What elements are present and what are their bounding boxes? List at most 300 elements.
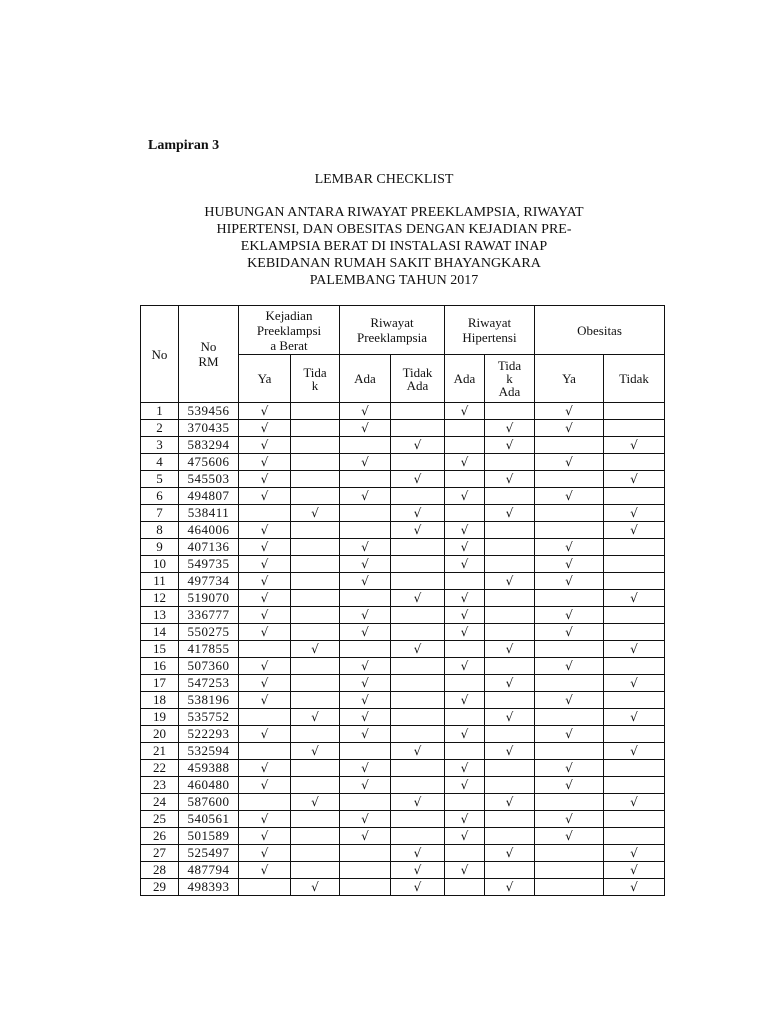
- subheader-tidak: [604, 355, 665, 403]
- check-cell: [445, 777, 485, 794]
- check-cell: [604, 845, 665, 862]
- check-cell: [445, 845, 485, 862]
- medical-record-number: 417855: [179, 641, 239, 658]
- table-row: [141, 709, 665, 726]
- check-cell: [391, 709, 445, 726]
- check-mark: √: [505, 421, 514, 435]
- check-cell: [239, 403, 291, 420]
- check-mark: √: [630, 591, 638, 605]
- header-line: Obesitas: [577, 322, 622, 338]
- check-cell: [445, 709, 485, 726]
- check-cell: [445, 828, 485, 845]
- check-cell: [445, 658, 485, 675]
- table-row: [141, 777, 665, 794]
- check-mark: √: [565, 727, 573, 741]
- check-cell: [239, 862, 291, 879]
- check-mark: √: [630, 523, 638, 537]
- check-cell: [604, 811, 665, 828]
- header-line: Ada: [498, 384, 521, 399]
- check-cell: [391, 454, 445, 471]
- check-cell: [445, 590, 485, 607]
- check-mark: √: [505, 744, 514, 758]
- check-cell: [485, 675, 535, 692]
- check-cell: [535, 811, 604, 828]
- check-mark: √: [260, 625, 269, 639]
- header-line: k: [506, 371, 513, 386]
- check-mark: √: [260, 591, 269, 605]
- header-kejadian-peb: [239, 306, 340, 355]
- table-row: [141, 743, 665, 760]
- check-cell: [340, 862, 391, 879]
- check-mark: √: [413, 438, 422, 452]
- check-mark: √: [311, 744, 319, 758]
- table-row: [141, 403, 665, 420]
- check-mark: √: [260, 693, 269, 707]
- check-cell: [391, 590, 445, 607]
- check-mark: √: [413, 591, 422, 605]
- check-cell: [604, 828, 665, 845]
- table-row: [141, 488, 665, 505]
- check-cell: [445, 505, 485, 522]
- subheader-ada: [340, 355, 391, 403]
- check-mark: √: [565, 540, 573, 554]
- check-mark: √: [630, 710, 638, 724]
- check-mark: √: [565, 404, 573, 418]
- check-cell: [535, 522, 604, 539]
- medical-record-number: 538411: [179, 505, 239, 522]
- check-cell: [239, 879, 291, 896]
- check-cell: [340, 692, 391, 709]
- check-cell: [291, 471, 340, 488]
- check-mark: √: [460, 591, 469, 605]
- header-line: Ya: [562, 371, 576, 386]
- check-mark: √: [260, 455, 269, 469]
- row-number: 16: [141, 658, 179, 675]
- table-row: [141, 828, 665, 845]
- check-cell: [291, 726, 340, 743]
- check-mark: √: [565, 778, 573, 792]
- check-cell: [604, 692, 665, 709]
- header-line: Ya: [257, 371, 272, 386]
- check-cell: [535, 454, 604, 471]
- check-cell: [604, 607, 665, 624]
- check-mark: √: [460, 404, 469, 418]
- check-cell: [535, 743, 604, 760]
- check-mark: √: [260, 863, 269, 877]
- checklist-body: [141, 403, 665, 896]
- check-cell: [239, 539, 291, 556]
- check-cell: [239, 454, 291, 471]
- check-mark: √: [260, 489, 269, 503]
- check-cell: [535, 488, 604, 505]
- check-cell: [340, 743, 391, 760]
- table-row: [141, 879, 665, 896]
- row-number: 27: [141, 845, 179, 862]
- check-cell: [604, 539, 665, 556]
- check-cell: [445, 539, 485, 556]
- check-cell: [445, 794, 485, 811]
- check-mark: √: [311, 795, 319, 809]
- check-cell: [239, 777, 291, 794]
- check-mark: √: [460, 540, 469, 554]
- check-mark: √: [361, 625, 369, 639]
- check-cell: [291, 641, 340, 658]
- check-cell: [291, 437, 340, 454]
- check-cell: [485, 641, 535, 658]
- check-cell: [604, 403, 665, 420]
- check-mark: √: [260, 608, 269, 622]
- check-cell: [391, 743, 445, 760]
- check-cell: [485, 573, 535, 590]
- header-riwayat-hipertensi: [445, 306, 535, 355]
- check-mark: √: [505, 472, 514, 486]
- medical-record-number: 549735: [179, 556, 239, 573]
- table-row: [141, 624, 665, 641]
- check-mark: √: [460, 659, 469, 673]
- table-row: [141, 760, 665, 777]
- appendix-label: Lampiran 3: [148, 138, 220, 153]
- check-cell: [535, 590, 604, 607]
- check-cell: [445, 522, 485, 539]
- check-cell: [391, 777, 445, 794]
- check-cell: [239, 675, 291, 692]
- check-cell: [485, 607, 535, 624]
- check-cell: [604, 437, 665, 454]
- check-cell: [604, 471, 665, 488]
- table-row: [141, 607, 665, 624]
- check-cell: [445, 879, 485, 896]
- row-number: 20: [141, 726, 179, 743]
- check-cell: [485, 760, 535, 777]
- check-cell: [604, 488, 665, 505]
- row-number: 3: [141, 437, 179, 454]
- check-cell: [291, 505, 340, 522]
- check-cell: [291, 607, 340, 624]
- header-line: Tidak: [402, 364, 433, 380]
- check-cell: [239, 692, 291, 709]
- check-cell: [291, 709, 340, 726]
- medical-record-number: 487794: [179, 862, 239, 879]
- medical-record-number: 336777: [179, 607, 239, 624]
- check-mark: √: [413, 846, 422, 860]
- row-number: 21: [141, 743, 179, 760]
- check-cell: [340, 607, 391, 624]
- row-number: 1: [141, 403, 179, 420]
- check-mark: √: [460, 608, 469, 622]
- table-row: [141, 420, 665, 437]
- check-cell: [340, 777, 391, 794]
- table-row: [141, 454, 665, 471]
- check-mark: √: [565, 812, 573, 826]
- check-cell: [445, 760, 485, 777]
- row-number: 9: [141, 539, 179, 556]
- header-line: Ada: [406, 377, 429, 393]
- check-cell: [391, 403, 445, 420]
- row-number: 18: [141, 692, 179, 709]
- check-cell: [445, 675, 485, 692]
- check-mark: √: [565, 625, 573, 639]
- medical-record-number: 545503: [179, 471, 239, 488]
- check-cell: [391, 879, 445, 896]
- row-number: 5: [141, 471, 179, 488]
- check-cell: [485, 743, 535, 760]
- table-row: [141, 811, 665, 828]
- table-row: [141, 522, 665, 539]
- check-mark: √: [565, 659, 573, 673]
- table-row: [141, 726, 665, 743]
- check-mark: √: [311, 642, 319, 656]
- check-cell: [535, 879, 604, 896]
- check-cell: [391, 539, 445, 556]
- check-cell: [604, 709, 665, 726]
- check-cell: [340, 811, 391, 828]
- title-line: EKLAMPSIA BERAT DI INSTALASI RAWAT INAP: [240, 239, 548, 254]
- table-row: [141, 794, 665, 811]
- check-cell: [291, 420, 340, 437]
- check-cell: [485, 828, 535, 845]
- header-no: No: [141, 306, 179, 403]
- check-cell: [340, 488, 391, 505]
- check-cell: [291, 675, 340, 692]
- check-cell: [340, 573, 391, 590]
- check-mark: √: [565, 608, 573, 622]
- header-line: Riwayat: [370, 315, 414, 330]
- row-number: 19: [141, 709, 179, 726]
- check-cell: [340, 828, 391, 845]
- check-mark: √: [630, 863, 638, 877]
- header-line: a Berat: [270, 337, 308, 353]
- check-cell: [391, 488, 445, 505]
- medical-record-number: 538196: [179, 692, 239, 709]
- row-number: 6: [141, 488, 179, 505]
- check-mark: √: [361, 574, 369, 588]
- check-cell: [485, 454, 535, 471]
- row-number: 24: [141, 794, 179, 811]
- check-cell: [445, 420, 485, 437]
- check-cell: [340, 454, 391, 471]
- check-cell: [291, 811, 340, 828]
- check-cell: [535, 862, 604, 879]
- check-cell: [391, 437, 445, 454]
- row-number: 26: [141, 828, 179, 845]
- check-mark: √: [413, 880, 422, 894]
- check-cell: [445, 488, 485, 505]
- check-cell: [485, 709, 535, 726]
- check-mark: √: [361, 727, 369, 741]
- check-mark: √: [505, 676, 514, 690]
- header-line: RM: [198, 354, 219, 369]
- table-row: [141, 573, 665, 590]
- table-row: [141, 471, 665, 488]
- header-line: k: [311, 377, 319, 393]
- check-cell: [291, 692, 340, 709]
- check-mark: √: [260, 404, 269, 418]
- header-line: Tidak: [619, 371, 649, 386]
- check-mark: √: [630, 438, 638, 452]
- check-cell: [604, 862, 665, 879]
- check-cell: [485, 590, 535, 607]
- check-mark: √: [361, 829, 369, 843]
- header-obesitas: [535, 306, 665, 355]
- check-cell: [604, 794, 665, 811]
- check-cell: [604, 624, 665, 641]
- check-mark: √: [630, 506, 638, 520]
- check-cell: [391, 726, 445, 743]
- check-cell: [239, 641, 291, 658]
- check-mark: √: [565, 693, 573, 707]
- check-cell: [535, 692, 604, 709]
- medical-record-number: 501589: [179, 828, 239, 845]
- check-cell: [391, 522, 445, 539]
- check-cell: [604, 556, 665, 573]
- check-cell: [239, 607, 291, 624]
- header-line: Preeklampsia: [356, 330, 428, 345]
- check-cell: [340, 709, 391, 726]
- check-mark: √: [361, 778, 369, 792]
- check-mark: √: [260, 659, 269, 673]
- row-number: 15: [141, 641, 179, 658]
- check-cell: [485, 624, 535, 641]
- subheader-ya: [239, 355, 291, 403]
- check-cell: [391, 420, 445, 437]
- check-cell: [535, 556, 604, 573]
- check-mark: √: [630, 676, 638, 690]
- check-cell: [535, 675, 604, 692]
- check-mark: √: [505, 795, 514, 809]
- table-row: [141, 675, 665, 692]
- check-mark: √: [630, 880, 638, 894]
- row-number: 23: [141, 777, 179, 794]
- title-line: HIPERTENSI, DAN OBESITAS DENGAN KEJADIAN PRE-: [216, 222, 572, 237]
- check-mark: √: [460, 727, 469, 741]
- table-row: [141, 862, 665, 879]
- check-mark: √: [460, 455, 469, 469]
- table-row: [141, 590, 665, 607]
- check-cell: [340, 471, 391, 488]
- check-cell: [391, 692, 445, 709]
- check-cell: [535, 437, 604, 454]
- check-cell: [604, 726, 665, 743]
- check-mark: √: [311, 710, 319, 724]
- check-cell: [239, 845, 291, 862]
- medical-record-number: 587600: [179, 794, 239, 811]
- header-riwayat-preeklampsia: [340, 306, 445, 355]
- check-mark: √: [260, 421, 269, 435]
- check-cell: [239, 811, 291, 828]
- check-mark: √: [565, 557, 573, 571]
- check-mark: √: [260, 778, 269, 792]
- check-cell: [391, 573, 445, 590]
- header-line: No: [200, 339, 217, 354]
- check-cell: [391, 862, 445, 879]
- check-cell: [604, 573, 665, 590]
- table-row: [141, 539, 665, 556]
- check-cell: [239, 488, 291, 505]
- check-mark: √: [505, 438, 514, 452]
- check-cell: [445, 743, 485, 760]
- check-cell: [485, 539, 535, 556]
- check-cell: [239, 794, 291, 811]
- table-row: [141, 692, 665, 709]
- check-cell: [535, 471, 604, 488]
- check-cell: [535, 573, 604, 590]
- header-line: Ada: [453, 371, 476, 386]
- check-cell: [445, 437, 485, 454]
- check-cell: [445, 454, 485, 471]
- check-mark: √: [460, 489, 469, 503]
- check-mark: √: [260, 472, 269, 486]
- check-cell: [291, 828, 340, 845]
- check-cell: [291, 760, 340, 777]
- medical-record-number: 532594: [179, 743, 239, 760]
- check-mark: √: [460, 693, 469, 707]
- check-cell: [340, 590, 391, 607]
- medical-record-number: 535752: [179, 709, 239, 726]
- check-cell: [604, 641, 665, 658]
- check-cell: [391, 607, 445, 624]
- table-row: [141, 437, 665, 454]
- check-cell: [604, 658, 665, 675]
- header-line: Tida: [497, 358, 522, 373]
- header-line: Preeklampsi: [256, 322, 322, 338]
- check-cell: [340, 403, 391, 420]
- sheet-title: LEMBAR CHECKLIST: [314, 172, 454, 187]
- check-mark: √: [260, 727, 269, 741]
- check-mark: √: [260, 438, 269, 452]
- check-cell: [291, 539, 340, 556]
- medical-record-number: 459388: [179, 760, 239, 777]
- check-cell: [391, 794, 445, 811]
- row-number: 17: [141, 675, 179, 692]
- check-cell: [291, 556, 340, 573]
- check-cell: [604, 777, 665, 794]
- check-mark: √: [260, 540, 269, 554]
- check-cell: [239, 420, 291, 437]
- header-no-rm: [179, 306, 239, 403]
- check-cell: [340, 556, 391, 573]
- header-line: Tida: [303, 364, 327, 380]
- check-mark: √: [413, 642, 422, 656]
- check-cell: [535, 607, 604, 624]
- check-mark: √: [630, 472, 638, 486]
- check-mark: √: [361, 455, 369, 469]
- header-line: Kejadian: [265, 307, 313, 323]
- check-cell: [445, 471, 485, 488]
- check-mark: √: [565, 489, 573, 503]
- check-cell: [239, 709, 291, 726]
- table-row: [141, 641, 665, 658]
- check-mark: √: [361, 557, 369, 571]
- check-cell: [291, 624, 340, 641]
- medical-record-number: 540561: [179, 811, 239, 828]
- check-mark: √: [630, 846, 638, 860]
- check-cell: [604, 760, 665, 777]
- check-cell: [535, 539, 604, 556]
- check-mark: √: [565, 761, 573, 775]
- header-line: Hipertensi: [462, 330, 517, 345]
- check-mark: √: [361, 404, 369, 418]
- check-cell: [340, 505, 391, 522]
- check-cell: [340, 879, 391, 896]
- check-cell: [604, 879, 665, 896]
- check-mark: √: [565, 829, 573, 843]
- check-cell: [291, 522, 340, 539]
- check-cell: [535, 403, 604, 420]
- check-cell: [239, 828, 291, 845]
- medical-record-number: 525497: [179, 845, 239, 862]
- check-mark: √: [460, 557, 469, 571]
- check-mark: √: [260, 523, 269, 537]
